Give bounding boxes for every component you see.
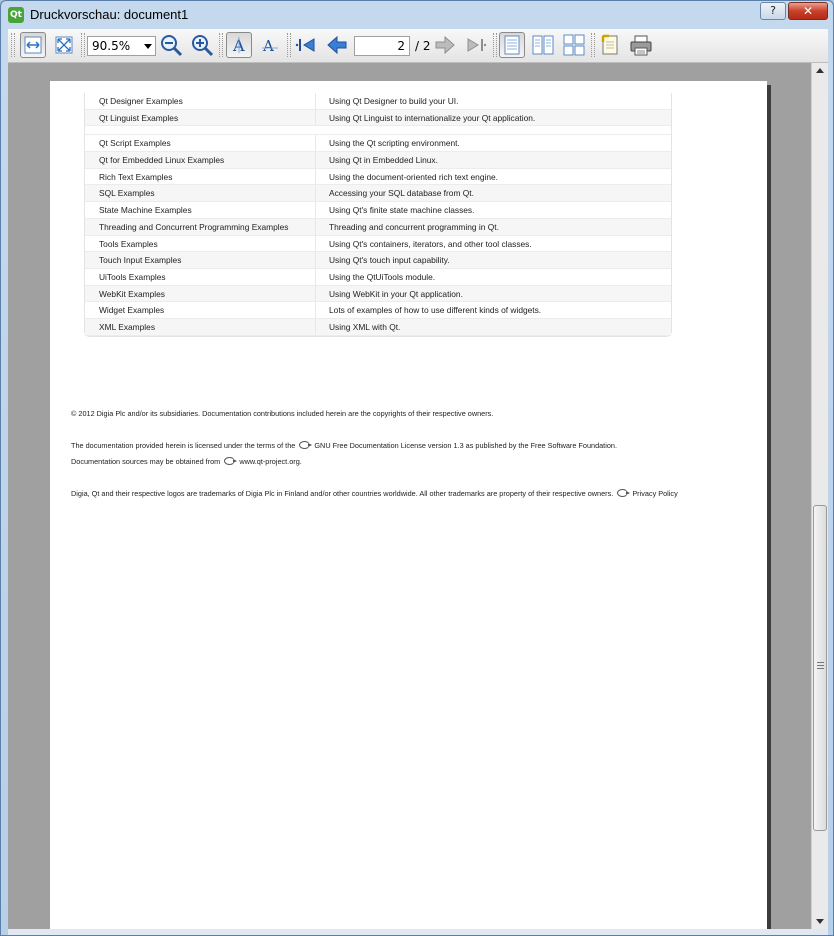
page-setup-button[interactable] bbox=[597, 32, 623, 58]
document-page bbox=[50, 81, 767, 929]
column-divider bbox=[315, 135, 316, 151]
fit-page-button[interactable] bbox=[51, 32, 77, 58]
title-bar[interactable] bbox=[1, 1, 833, 29]
example-description: Threading and concurrent programming in Qt. bbox=[329, 221, 499, 232]
scroll-up-icon[interactable] bbox=[816, 68, 824, 73]
facing-pages-button[interactable] bbox=[530, 32, 556, 58]
example-name-link[interactable]: Threading and Concurrent Programming Examples bbox=[99, 221, 289, 232]
print-button[interactable] bbox=[628, 32, 654, 58]
portrait-button[interactable] bbox=[226, 32, 252, 58]
column-divider bbox=[315, 110, 316, 126]
example-description: Using Qt in Embedded Linux. bbox=[329, 155, 438, 166]
window-title: Druckvorschau: document1 bbox=[30, 7, 189, 22]
grip-icon bbox=[817, 662, 824, 669]
qt-app-icon: Qt bbox=[8, 7, 24, 23]
column-divider bbox=[315, 302, 316, 318]
example-name-link[interactable]: State Machine Examples bbox=[99, 205, 192, 216]
first-page-icon bbox=[294, 34, 318, 56]
table-row bbox=[85, 252, 671, 269]
portrait-icon bbox=[229, 35, 249, 55]
vertical-scrollbar[interactable] bbox=[811, 63, 828, 929]
table-row bbox=[85, 269, 671, 286]
chevron-down-icon bbox=[144, 44, 152, 49]
example-description: Using the Qt scripting environment. bbox=[329, 138, 460, 149]
table-row bbox=[85, 152, 671, 169]
table-row bbox=[85, 135, 671, 152]
example-description: Using Qt's finite state machine classes. bbox=[329, 205, 475, 216]
last-page-button[interactable] bbox=[463, 32, 489, 58]
preview-viewport[interactable] bbox=[8, 63, 811, 929]
single-page-icon bbox=[502, 34, 522, 56]
table-row bbox=[85, 319, 671, 336]
table-row bbox=[85, 185, 671, 202]
example-name-link[interactable]: SQL Examples bbox=[99, 188, 155, 199]
toolbar-grip[interactable] bbox=[287, 33, 291, 57]
single-page-button[interactable] bbox=[499, 32, 525, 58]
column-divider bbox=[315, 93, 316, 109]
landscape-button[interactable] bbox=[257, 32, 283, 58]
toolbar-grip[interactable] bbox=[219, 33, 223, 57]
license-prefix: The documentation provided herein is licensed under the terms of the bbox=[71, 441, 296, 450]
example-description: Using the document-oriented rich text engine. bbox=[329, 171, 498, 182]
example-name-link[interactable]: Qt for Embedded Linux Examples bbox=[99, 155, 225, 166]
example-name-link[interactable]: Touch Input Examples bbox=[99, 255, 182, 266]
example-name-link[interactable]: Qt Script Examples bbox=[99, 138, 171, 149]
print-icon bbox=[629, 34, 653, 56]
previous-page-button[interactable] bbox=[324, 32, 350, 58]
overview-button[interactable] bbox=[561, 32, 587, 58]
table-row bbox=[85, 93, 671, 110]
column-divider bbox=[315, 252, 316, 268]
copyright-text: © 2012 Digia Plc and/or its subsidiaries. Documentation contributions included herein are the copyrights of their respective owners. bbox=[71, 409, 494, 418]
column-divider bbox=[315, 269, 316, 285]
license-link[interactable]: GNU Free Documentation License version 1.3 bbox=[314, 441, 464, 450]
svg-text:A: A bbox=[263, 37, 274, 55]
example-description: Using WebKit in your Qt application. bbox=[329, 288, 463, 299]
example-description: Using the QtUiTools module. bbox=[329, 271, 436, 282]
trademarks-statement: Digia, Qt and their respective logos are trademarks of Digia Plc in Finland and/or other countries worldwide. All other trademarks are property of their respective owners. bbox=[71, 489, 614, 498]
example-name-link[interactable]: Rich Text Examples bbox=[99, 171, 173, 182]
zoom-in-icon bbox=[190, 33, 214, 57]
column-divider bbox=[315, 202, 316, 218]
last-page-icon bbox=[464, 34, 488, 56]
table-row bbox=[85, 202, 671, 219]
trademarks-text bbox=[71, 489, 678, 498]
external-link-icon bbox=[224, 457, 235, 465]
example-description: Using Qt's touch input capability. bbox=[329, 255, 450, 266]
example-description: Using XML with Qt. bbox=[329, 321, 401, 332]
license-suffix: as published by the Free Software Foundation. bbox=[465, 441, 617, 450]
close-button[interactable]: ✕ bbox=[788, 2, 828, 20]
current-page-input[interactable]: 2 bbox=[354, 36, 410, 56]
svg-text:A: A bbox=[233, 36, 245, 55]
zoom-out-icon bbox=[159, 33, 183, 57]
table-row bbox=[85, 110, 671, 127]
column-divider bbox=[315, 152, 316, 168]
column-divider bbox=[315, 286, 316, 302]
example-name-link[interactable]: UiTools Examples bbox=[99, 271, 166, 282]
first-page-button[interactable] bbox=[293, 32, 319, 58]
external-link-icon bbox=[617, 489, 628, 497]
next-page-button[interactable] bbox=[432, 32, 458, 58]
column-divider bbox=[315, 319, 316, 335]
toolbar-grip[interactable] bbox=[81, 33, 85, 57]
table-row bbox=[85, 219, 671, 236]
column-divider bbox=[315, 185, 316, 201]
zoom-select[interactable] bbox=[87, 36, 156, 56]
table-row bbox=[85, 169, 671, 186]
status-bar bbox=[8, 929, 828, 935]
column-divider bbox=[315, 219, 316, 235]
preview-toolbar bbox=[8, 29, 828, 63]
zoom-in-button[interactable] bbox=[189, 32, 215, 58]
scroll-thumb[interactable] bbox=[813, 505, 827, 831]
previous-page-icon bbox=[325, 34, 349, 56]
sources-prefix: Documentation sources may be obtained from bbox=[71, 457, 221, 466]
example-description: Using Qt Linguist to internationalize your Qt application. bbox=[329, 112, 536, 123]
page-total-label: / 2 bbox=[415, 39, 431, 53]
example-description: Lots of examples of how to use different kinds of widgets. bbox=[329, 305, 542, 316]
example-description: Using Qt Designer to build your UI. bbox=[329, 96, 459, 106]
example-name-link[interactable]: XML Examples bbox=[99, 321, 156, 332]
privacy-policy-link[interactable]: Privacy Policy bbox=[632, 489, 678, 498]
table-row bbox=[85, 236, 671, 253]
table-row bbox=[85, 286, 671, 303]
example-name-link[interactable]: WebKit Examples bbox=[99, 288, 165, 299]
sources-link[interactable]: www.qt-project.org. bbox=[239, 457, 302, 466]
column-divider bbox=[315, 169, 316, 185]
example-name-link[interactable]: Tools Examples bbox=[99, 238, 158, 249]
column-divider bbox=[315, 236, 316, 252]
toolbar-grip[interactable] bbox=[591, 33, 595, 57]
fit-page-icon bbox=[54, 35, 74, 55]
license-text bbox=[71, 441, 617, 450]
facing-pages-icon bbox=[532, 34, 554, 56]
scroll-down-icon[interactable] bbox=[816, 919, 824, 924]
next-page-icon bbox=[433, 34, 457, 56]
zoom-value: 90.5% bbox=[92, 39, 131, 53]
help-button[interactable]: ? bbox=[760, 2, 786, 20]
table-row bbox=[85, 302, 671, 319]
landscape-icon bbox=[260, 35, 280, 55]
example-description: Using Qt's containers, iterators, and other tool classes. bbox=[329, 238, 532, 249]
fit-width-icon bbox=[23, 35, 43, 55]
example-name-link[interactable]: Qt Linguist Examples bbox=[99, 112, 179, 123]
table-section-gap bbox=[85, 126, 671, 135]
external-link-icon bbox=[299, 441, 310, 449]
examples-table bbox=[84, 93, 672, 337]
sources-text bbox=[71, 457, 302, 466]
example-name-link[interactable]: Qt Designer Examples bbox=[99, 96, 183, 106]
toolbar-grip[interactable] bbox=[11, 33, 15, 57]
page-setup-icon bbox=[599, 34, 621, 56]
fit-width-button[interactable] bbox=[20, 32, 46, 58]
zoom-out-button[interactable] bbox=[158, 32, 184, 58]
example-name-link[interactable]: Widget Examples bbox=[99, 305, 165, 316]
toolbar-grip[interactable] bbox=[493, 33, 497, 57]
example-description: Accessing your SQL database from Qt. bbox=[329, 188, 474, 199]
overview-icon bbox=[563, 34, 585, 56]
